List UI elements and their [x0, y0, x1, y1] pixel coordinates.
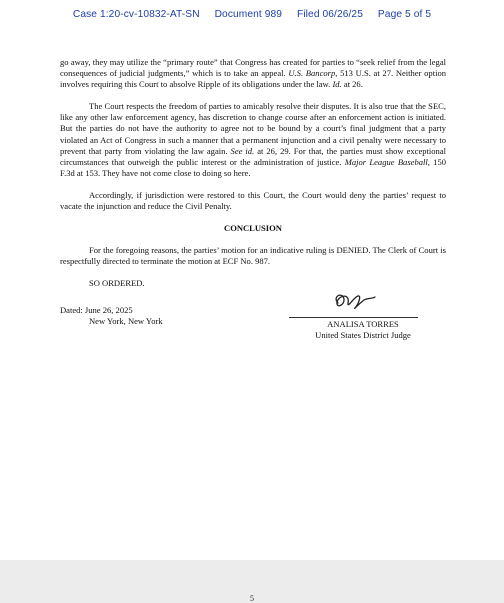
judge-signature [328, 287, 378, 315]
document-body [60, 57, 446, 365]
dated-line: Dated: June 26, 2025 [60, 304, 133, 315]
so-ordered: SO ORDERED. [89, 278, 145, 289]
page-indicator: Page 5 of 5 [377, 9, 432, 20]
paragraph-1-text-c: at 26. [341, 79, 363, 90]
paragraph-1-text-b: , 513 U.S. at 27. Neither option involves requiring this Court to absolve Ripple of its obligations under the law. [60, 68, 446, 90]
judge-title: United States District Judge [315, 329, 411, 340]
paragraph-1-text-a: go away, they may utilize the “primary route” that Congress has created for parties to “seek relief from the legal consequences of judicial judgments,” which is to take an appeal. [60, 57, 446, 79]
signature-line [289, 317, 418, 318]
dated-location: New York, New York [89, 315, 163, 326]
dated-block [60, 305, 163, 327]
paragraph-2-text-b: at 26, 29. For that, the parties must show exceptional circumstances that outweigh the public interest or the administration of justice. [60, 145, 446, 167]
citation-see-id: See id. [230, 145, 255, 156]
judge-block [289, 319, 437, 341]
paragraph-2-text-c: , 150 F.3d at 153. They have not come close to doing so here. [60, 156, 446, 178]
signature-block [60, 305, 446, 365]
citation-us-bancorp: U.S. Bancorp [288, 68, 336, 79]
paragraph-1 [60, 57, 446, 90]
conclusion-heading: CONCLUSION [224, 223, 282, 234]
paragraph-3: Accordingly, if jurisdiction were restored to this Court, the Court would deny the parties’ request to vacate the injunction and reduce the Civil Penalty. [60, 189, 446, 212]
citation-major-league-baseball: Major League Baseball [344, 156, 428, 167]
filed-date: Filed 06/26/25 [297, 9, 363, 20]
citation-id: Id. [332, 79, 342, 90]
ecf-header [0, 9, 504, 20]
document-number: Document 989 [214, 9, 283, 20]
paragraph-4: For the foregoing reasons, the parties’ motion for an indicative ruling is DENIED. The Clerk of Court is respectfully directed to terminate the motion at ECF No. 987. [60, 245, 446, 267]
paragraph-2-text-a: The Court respects the freedom of parties to amicably resolve their disputes. It is also true that the SEC, like any other law enforcement agency, has discretion to change course after an enforcement action is initiated. But the parties do not have the authority to agree not to be bound by a court’s final judgment that a party violated an Act of Congress in such a manner that a permanent injunction and a civil penalty were necessary to prevent that party from violating the law again. [60, 101, 446, 156]
page-number: 5 [250, 594, 254, 603]
judge-name: ANALISA TORRES [327, 318, 399, 329]
paragraph-2 [60, 101, 446, 179]
case-number: Case 1:20-cv-10832-AT-SN [72, 9, 200, 20]
